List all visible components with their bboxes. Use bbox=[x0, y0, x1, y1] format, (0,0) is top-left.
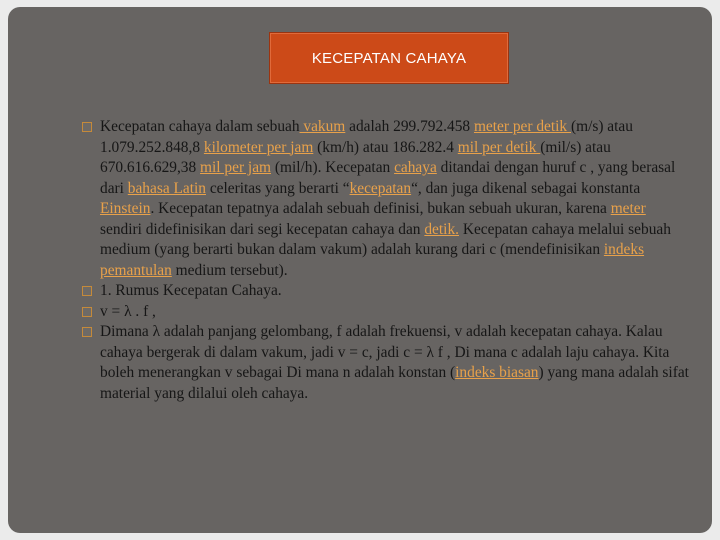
bullet-text: Dimana λ adalah panjang gelombang, f adalah frekuensi, v adalah kecepatan cahaya. Kalau cahaya bergerak di dalam vakum, jadi v = c, jadi c = λ f , Di mana c adalah laju cahaya. Kita boleh menerangkan v sebagai Di mana n adalah konstan ( bbox=[100, 323, 670, 381]
slide-content bbox=[84, 117, 690, 404]
bullet-text: ditandai dengan huruf c , yang berasal dari bbox=[100, 159, 676, 197]
bullet-text: celeritas yang berarti “ bbox=[205, 179, 350, 197]
hyperlink[interactable]: indeks biasan bbox=[455, 364, 539, 381]
bullet-square-icon bbox=[82, 307, 92, 317]
bullet-text: Kecepatan cahaya melalui sebuah medium (yang berarti bukan dalam vakum) adalah kurang dari c (mendefinisikan bbox=[100, 220, 671, 258]
hyperlink[interactable]: Einstein bbox=[100, 200, 151, 217]
bullet-square-icon bbox=[82, 286, 92, 296]
bullet-text: (mil/h). Kecepatan bbox=[271, 159, 395, 176]
hyperlink[interactable]: kilometer per jam bbox=[203, 138, 314, 156]
hyperlink[interactable]: vakum bbox=[299, 118, 346, 135]
slide-title: KECEPATAN CAHAYA bbox=[311, 49, 467, 67]
bullet-text: adalah 299.792.458 bbox=[345, 118, 474, 135]
hyperlink[interactable]: indeks pemantulan bbox=[100, 241, 645, 279]
bullet-text: ) yang mana adalah sifat material yang dilalui oleh cahaya. bbox=[100, 364, 689, 402]
bullet-text: (km/h) atau 186.282.4 bbox=[313, 138, 458, 156]
bullet-text: medium tersebut). bbox=[171, 261, 288, 279]
bullet-item bbox=[84, 117, 690, 281]
bullet-text: . Kecepatan tepatnya adalah sebuah definisi, bukan sebuah ukuran, karena bbox=[150, 200, 611, 217]
bullet-text: sendiri didefinisikan dari segi kecepatan cahaya dan bbox=[100, 220, 425, 238]
bullet-square-icon bbox=[82, 122, 92, 132]
bullet-text: “, dan juga dikenal sebagai konstanta bbox=[411, 179, 641, 197]
bullet-text: (m/s) atau 1.079.252.848,8 bbox=[100, 118, 633, 156]
slide bbox=[8, 7, 712, 533]
bullet-item bbox=[84, 322, 690, 404]
bullet-square-icon bbox=[82, 327, 92, 337]
slide-title-box bbox=[270, 33, 508, 83]
hyperlink[interactable]: cahaya bbox=[394, 159, 437, 176]
hyperlink[interactable]: meter per detik bbox=[473, 118, 571, 135]
hyperlink[interactable]: mil per detik bbox=[457, 138, 541, 156]
bullet-text: 1. Rumus Kecepatan Cahaya. bbox=[100, 282, 282, 299]
bullet-text: (mil/s) atau 670.616.629,38 bbox=[100, 138, 611, 176]
bullet-item bbox=[84, 302, 690, 323]
hyperlink[interactable]: bahasa Latin bbox=[127, 179, 206, 197]
bullet-text: v = λ . f , bbox=[100, 302, 156, 320]
hyperlink[interactable]: detik. bbox=[424, 220, 459, 238]
hyperlink[interactable]: meter bbox=[610, 200, 646, 217]
bullet-text: Kecepatan cahaya dalam sebuah bbox=[100, 118, 300, 135]
hyperlink[interactable]: kecepatan bbox=[349, 179, 412, 197]
hyperlink[interactable]: mil per jam bbox=[200, 159, 271, 176]
bullet-item bbox=[84, 281, 690, 302]
